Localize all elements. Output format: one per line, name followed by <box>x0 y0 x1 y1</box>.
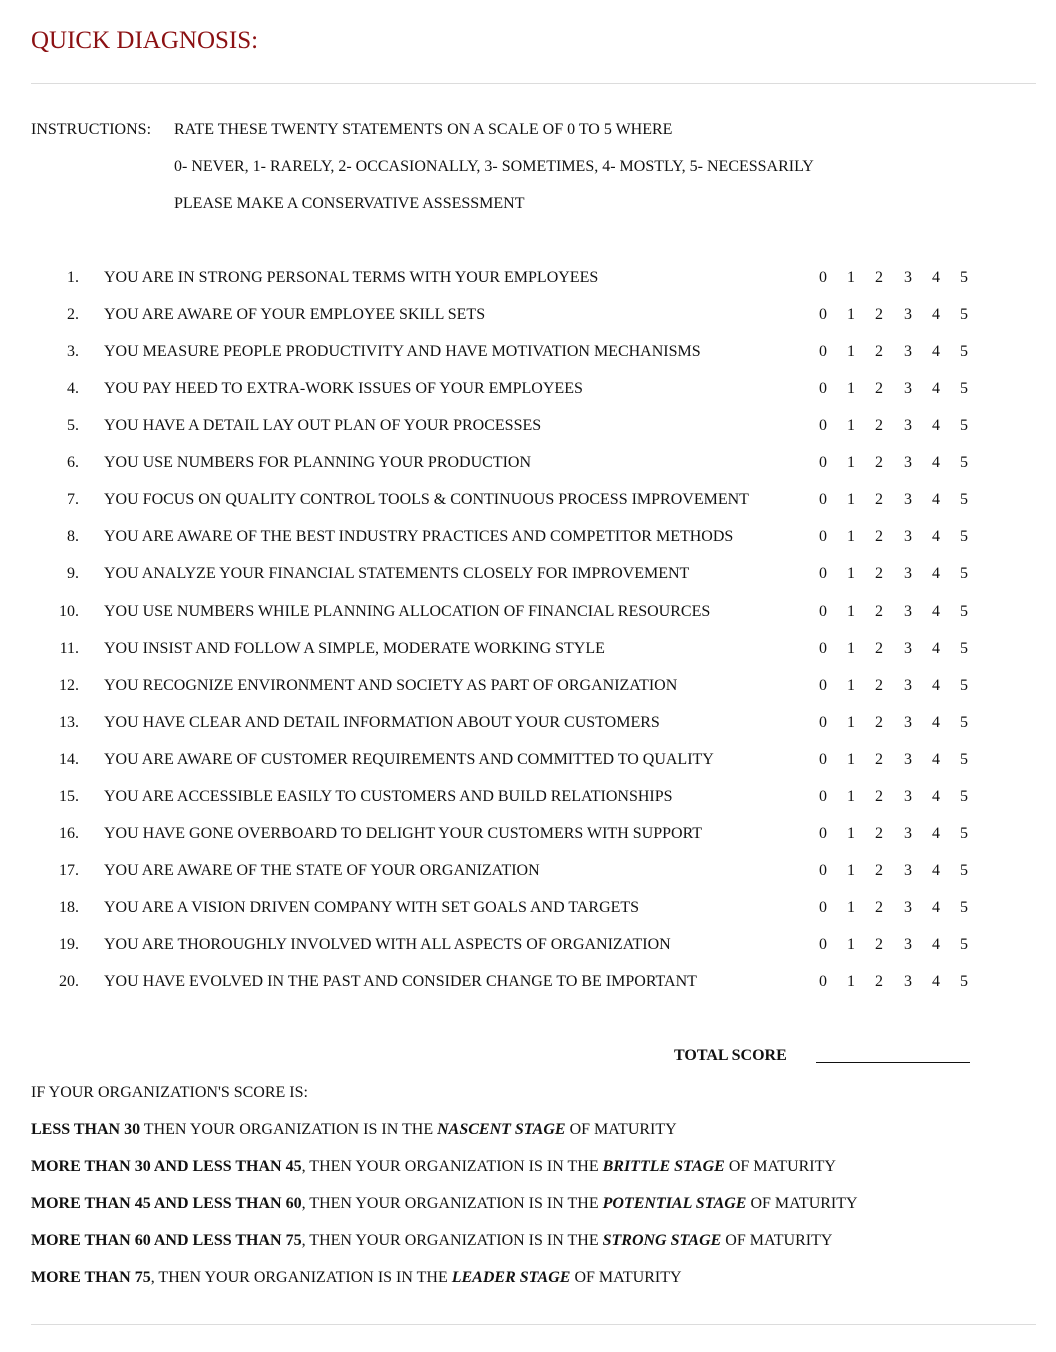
question-number: 6. <box>67 454 79 472</box>
rating-option-5[interactable]: 5 <box>960 787 968 805</box>
rating-option-5[interactable]: 5 <box>960 935 968 953</box>
scoring-rule <box>31 1121 677 1139</box>
rating-option-2[interactable]: 2 <box>875 935 883 953</box>
scoring-rule <box>31 1269 682 1287</box>
score-range: LESS THAN 30 <box>31 1121 141 1138</box>
rating-option-2[interactable]: 2 <box>875 417 883 435</box>
score-range: MORE THAN 30 AND LESS THAN 45 <box>31 1158 302 1175</box>
rating-option-2[interactable]: 2 <box>875 269 883 286</box>
bottom-divider <box>31 1324 1036 1325</box>
rating-option-2[interactable]: 2 <box>875 565 883 583</box>
rating-option-5[interactable]: 5 <box>960 750 968 768</box>
rating-option-0[interactable]: 0 <box>819 972 827 990</box>
rating-option-5[interactable]: 5 <box>960 306 968 324</box>
rating-option-3[interactable]: 3 <box>904 787 912 805</box>
question-text: YOU INSIST AND FOLLOW A SIMPLE, MODERATE WORKING STYLE <box>104 639 605 657</box>
question-row <box>31 751 1036 771</box>
question-text: YOU HAVE A DETAIL LAY OUT PLAN OF YOUR PROCESSES <box>104 417 542 435</box>
rating-option-4[interactable]: 4 <box>932 380 940 398</box>
question-text: YOU HAVE EVOLVED IN THE PAST AND CONSIDER CHANGE TO BE IMPORTANT <box>104 972 697 990</box>
page-title: QUICK DIAGNOSIS: <box>31 27 259 54</box>
rating-option-1[interactable]: 1 <box>847 417 855 435</box>
question-number: 13. <box>59 713 79 731</box>
question-text: YOU FOCUS ON QUALITY CONTROL TOOLS & CONTINUOUS PROCESS IMPROVEMENT <box>104 491 749 509</box>
rating-option-4[interactable]: 4 <box>932 417 940 435</box>
scoring-rule <box>31 1232 832 1250</box>
rating-option-2[interactable]: 2 <box>875 676 883 694</box>
question-number: 16. <box>59 824 79 842</box>
rating-option-0[interactable]: 0 <box>819 750 827 768</box>
question-number: 11. <box>59 639 79 657</box>
rating-option-2[interactable]: 2 <box>875 898 883 916</box>
rating-option-0[interactable]: 0 <box>819 417 827 435</box>
question-row <box>31 714 1036 734</box>
scoring-rule <box>31 1195 858 1213</box>
rating-option-4[interactable]: 4 <box>932 639 940 657</box>
question-row <box>31 936 1036 956</box>
rating-option-0[interactable]: 0 <box>819 861 827 879</box>
rating-option-5[interactable]: 5 <box>960 639 968 657</box>
rating-option-1[interactable]: 1 <box>847 380 855 398</box>
instructions-line-1: RATE THESE TWENTY STATEMENTS ON A SCALE OF 0 TO 5 WHERE <box>174 121 673 138</box>
rule-suffix: OF MATURITY <box>565 1121 677 1138</box>
question-number: 5. <box>67 417 79 435</box>
rating-option-1[interactable]: 1 <box>847 935 855 953</box>
question-number: 8. <box>67 528 79 546</box>
rule-connector: , THEN YOUR ORGANIZATION IS IN THE <box>301 1158 603 1175</box>
question-row <box>31 528 1036 548</box>
rating-option-2[interactable]: 2 <box>875 528 883 546</box>
rating-option-3[interactable]: 3 <box>904 713 912 731</box>
rule-connector: THEN YOUR ORGANIZATION IS IN THE <box>140 1121 438 1138</box>
rating-option-2[interactable]: 2 <box>875 861 883 879</box>
question-text: YOU ARE AWARE OF THE BEST INDUSTRY PRACTICES AND COMPETITOR METHODS <box>104 528 734 546</box>
rating-option-1[interactable]: 1 <box>847 269 855 286</box>
rating-option-5[interactable]: 5 <box>960 565 968 583</box>
question-number: 7. <box>67 491 79 509</box>
rating-option-3[interactable]: 3 <box>904 861 912 879</box>
rating-option-3[interactable]: 3 <box>904 491 912 509</box>
rating-option-0[interactable]: 0 <box>819 380 827 398</box>
question-row <box>31 899 1036 919</box>
rating-option-3[interactable]: 3 <box>904 417 912 435</box>
total-score-field[interactable] <box>816 1062 970 1063</box>
rating-option-0[interactable]: 0 <box>819 491 827 509</box>
rating-option-0[interactable]: 0 <box>819 565 827 583</box>
rating-option-4[interactable]: 4 <box>932 972 940 990</box>
rating-option-4[interactable]: 4 <box>932 565 940 583</box>
rating-option-0[interactable]: 0 <box>819 935 827 953</box>
rating-option-3[interactable]: 3 <box>904 824 912 842</box>
rating-option-5[interactable]: 5 <box>960 824 968 842</box>
rating-option-4[interactable]: 4 <box>932 269 940 286</box>
question-text: YOU ARE IN STRONG PERSONAL TERMS WITH YOUR EMPLOYEES <box>104 269 599 286</box>
rating-option-5[interactable]: 5 <box>960 528 968 546</box>
question-number: 1. <box>67 269 79 286</box>
rating-option-1[interactable]: 1 <box>847 602 855 620</box>
rating-option-3[interactable]: 3 <box>904 269 912 286</box>
question-number: 17. <box>59 861 79 879</box>
maturity-stage: POTENTIAL STAGE <box>602 1195 747 1212</box>
rule-connector: , THEN YOUR ORGANIZATION IS IN THE <box>301 1232 603 1249</box>
rating-option-4[interactable]: 4 <box>932 343 940 361</box>
total-score-label: TOTAL SCORE <box>674 1047 787 1064</box>
rating-option-5[interactable]: 5 <box>960 713 968 731</box>
question-row <box>31 380 1036 400</box>
rating-option-0[interactable]: 0 <box>819 528 827 546</box>
question-text: YOU USE NUMBERS FOR PLANNING YOUR PRODUCTION <box>104 454 531 472</box>
score-range: MORE THAN 60 AND LESS THAN 75 <box>31 1232 302 1249</box>
rating-option-0[interactable]: 0 <box>819 898 827 916</box>
rating-option-5[interactable]: 5 <box>960 491 968 509</box>
question-text: YOU ARE ACCESSIBLE EASILY TO CUSTOMERS AND BUILD RELATIONSHIPS <box>104 787 673 805</box>
maturity-stage: NASCENT STAGE <box>437 1121 566 1138</box>
question-number: 18. <box>59 898 79 916</box>
question-row <box>31 491 1036 511</box>
maturity-stage: STRONG STAGE <box>602 1232 722 1249</box>
rating-option-1[interactable]: 1 <box>847 787 855 805</box>
rating-option-2[interactable]: 2 <box>875 787 883 805</box>
rating-option-3[interactable]: 3 <box>904 343 912 361</box>
rating-option-1[interactable]: 1 <box>847 454 855 472</box>
question-text: YOU USE NUMBERS WHILE PLANNING ALLOCATION OF FINANCIAL RESOURCES <box>104 602 711 620</box>
question-number: 15. <box>59 787 79 805</box>
question-text: YOU ARE AWARE OF THE STATE OF YOUR ORGANIZATION <box>104 861 540 879</box>
rating-option-0[interactable]: 0 <box>819 824 827 842</box>
rating-option-3[interactable]: 3 <box>904 639 912 657</box>
question-text: YOU ANALYZE YOUR FINANCIAL STATEMENTS CLOSELY FOR IMPROVEMENT <box>104 565 690 583</box>
rating-option-5[interactable]: 5 <box>960 898 968 916</box>
rating-option-4[interactable]: 4 <box>932 491 940 509</box>
rating-option-4[interactable]: 4 <box>932 528 940 546</box>
rating-option-3[interactable]: 3 <box>904 380 912 398</box>
rating-option-4[interactable]: 4 <box>932 676 940 694</box>
question-number: 3. <box>67 343 79 361</box>
rating-option-2[interactable]: 2 <box>875 306 883 324</box>
rating-option-2[interactable]: 2 <box>875 454 883 472</box>
rating-option-3[interactable]: 3 <box>904 528 912 546</box>
question-text: YOU ARE THOROUGHLY INVOLVED WITH ALL ASPECTS OF ORGANIZATION <box>104 935 671 953</box>
rating-option-0[interactable]: 0 <box>819 602 827 620</box>
rating-option-5[interactable]: 5 <box>960 972 968 990</box>
rating-option-0[interactable]: 0 <box>819 676 827 694</box>
rating-option-4[interactable]: 4 <box>932 602 940 620</box>
rating-option-5[interactable]: 5 <box>960 602 968 620</box>
score-range: MORE THAN 75 <box>31 1269 151 1286</box>
question-row <box>31 677 1036 697</box>
rating-option-1[interactable]: 1 <box>847 972 855 990</box>
rating-option-1[interactable]: 1 <box>847 861 855 879</box>
question-row <box>31 603 1036 623</box>
question-number: 20. <box>59 972 79 990</box>
rating-option-5[interactable]: 5 <box>960 380 968 398</box>
instructions-line-2: 0- NEVER, 1- RARELY, 2- OCCASIONALLY, 3- SOMETIMES, 4- MOSTLY, 5- NECESSARILY <box>174 158 814 175</box>
scoring-rule <box>31 1158 836 1176</box>
question-text: YOU ARE AWARE OF CUSTOMER REQUIREMENTS AND COMMITTED TO QUALITY <box>104 750 714 768</box>
rule-suffix: OF MATURITY <box>570 1269 682 1286</box>
question-text: YOU HAVE CLEAR AND DETAIL INFORMATION ABOUT YOUR CUSTOMERS <box>104 713 660 731</box>
rating-option-3[interactable]: 3 <box>904 972 912 990</box>
rating-option-5[interactable]: 5 <box>960 861 968 879</box>
question-number: 14. <box>59 750 79 768</box>
rating-option-4[interactable]: 4 <box>932 824 940 842</box>
rating-option-1[interactable]: 1 <box>847 565 855 583</box>
maturity-stage: LEADER STAGE <box>451 1269 571 1286</box>
rating-option-3[interactable]: 3 <box>904 750 912 768</box>
question-row <box>31 565 1036 585</box>
rating-option-3[interactable]: 3 <box>904 935 912 953</box>
rating-option-3[interactable]: 3 <box>904 676 912 694</box>
rating-option-3[interactable]: 3 <box>904 602 912 620</box>
question-number: 9. <box>67 565 79 583</box>
rating-option-5[interactable]: 5 <box>960 454 968 472</box>
instructions-line-3: PLEASE MAKE A CONSERVATIVE ASSESSMENT <box>174 195 525 212</box>
rating-option-2[interactable]: 2 <box>875 343 883 361</box>
question-number: 4. <box>67 380 79 398</box>
rating-option-1[interactable]: 1 <box>847 306 855 324</box>
question-number: 10. <box>59 602 79 620</box>
rating-option-5[interactable]: 5 <box>960 343 968 361</box>
question-text: YOU PAY HEED TO EXTRA-WORK ISSUES OF YOUR EMPLOYEES <box>104 380 583 398</box>
rating-option-4[interactable]: 4 <box>932 306 940 324</box>
rating-option-4[interactable]: 4 <box>932 861 940 879</box>
rating-option-1[interactable]: 1 <box>847 713 855 731</box>
rating-option-3[interactable]: 3 <box>904 898 912 916</box>
rating-option-1[interactable]: 1 <box>847 676 855 694</box>
rating-option-4[interactable]: 4 <box>932 454 940 472</box>
rating-option-2[interactable]: 2 <box>875 602 883 620</box>
rating-option-2[interactable]: 2 <box>875 750 883 768</box>
rating-option-1[interactable]: 1 <box>847 824 855 842</box>
rating-option-2[interactable]: 2 <box>875 972 883 990</box>
rating-option-4[interactable]: 4 <box>932 713 940 731</box>
rating-option-4[interactable]: 4 <box>932 787 940 805</box>
rating-option-2[interactable]: 2 <box>875 491 883 509</box>
rating-option-2[interactable]: 2 <box>875 824 883 842</box>
rating-option-3[interactable]: 3 <box>904 306 912 324</box>
rating-option-1[interactable]: 1 <box>847 750 855 768</box>
question-text: YOU HAVE GONE OVERBOARD TO DELIGHT YOUR CUSTOMERS WITH SUPPORT <box>104 824 703 842</box>
question-text: YOU MEASURE PEOPLE PRODUCTIVITY AND HAVE MOTIVATION MECHANISMS <box>104 343 701 361</box>
maturity-stage: BRITTLE STAGE <box>602 1158 725 1175</box>
rating-option-0[interactable]: 0 <box>819 713 827 731</box>
question-number: 2. <box>67 306 79 324</box>
rating-option-1[interactable]: 1 <box>847 343 855 361</box>
rating-option-0[interactable]: 0 <box>819 306 827 324</box>
rating-option-3[interactable]: 3 <box>904 565 912 583</box>
rating-option-2[interactable]: 2 <box>875 639 883 657</box>
rating-option-5[interactable]: 5 <box>960 417 968 435</box>
rating-option-1[interactable]: 1 <box>847 639 855 657</box>
rating-option-3[interactable]: 3 <box>904 454 912 472</box>
rule-connector: , THEN YOUR ORGANIZATION IS IN THE <box>301 1195 603 1212</box>
question-row <box>31 825 1036 845</box>
question-row <box>31 306 1036 326</box>
question-row <box>31 973 1036 993</box>
rating-option-1[interactable]: 1 <box>847 898 855 916</box>
rating-option-0[interactable]: 0 <box>819 639 827 657</box>
rating-option-0[interactable]: 0 <box>819 269 827 286</box>
question-row <box>31 640 1036 660</box>
question-row <box>31 862 1036 882</box>
rating-option-2[interactable]: 2 <box>875 713 883 731</box>
instructions-label: INSTRUCTIONS: <box>31 121 152 138</box>
rule-suffix: OF MATURITY <box>724 1158 836 1175</box>
rating-option-5[interactable]: 5 <box>960 269 968 286</box>
rule-connector: , THEN YOUR ORGANIZATION IS IN THE <box>150 1269 452 1286</box>
rating-option-1[interactable]: 1 <box>847 491 855 509</box>
rating-option-0[interactable]: 0 <box>819 787 827 805</box>
question-number: 12. <box>59 676 79 694</box>
rule-suffix: OF MATURITY <box>746 1195 858 1212</box>
question-row <box>31 454 1036 474</box>
question-row <box>31 417 1036 437</box>
scoring-intro: IF YOUR ORGANIZATION'S SCORE IS: <box>31 1084 308 1101</box>
question-text: YOU ARE AWARE OF YOUR EMPLOYEE SKILL SETS <box>104 306 486 324</box>
question-row <box>31 788 1036 808</box>
rating-option-4[interactable]: 4 <box>932 750 940 768</box>
score-range: MORE THAN 45 AND LESS THAN 60 <box>31 1195 302 1212</box>
rating-option-2[interactable]: 2 <box>875 380 883 398</box>
rating-option-0[interactable]: 0 <box>819 343 827 361</box>
question-number: 19. <box>59 935 79 953</box>
rule-suffix: OF MATURITY <box>721 1232 833 1249</box>
question-row <box>31 269 1036 289</box>
top-divider <box>31 83 1036 84</box>
rating-option-4[interactable]: 4 <box>932 898 940 916</box>
rating-option-0[interactable]: 0 <box>819 454 827 472</box>
question-text: YOU ARE A VISION DRIVEN COMPANY WITH SET GOALS AND TARGETS <box>104 898 640 916</box>
rating-option-4[interactable]: 4 <box>932 935 940 953</box>
question-text: YOU RECOGNIZE ENVIRONMENT AND SOCIETY AS PART OF ORGANIZATION <box>104 676 678 694</box>
rating-option-1[interactable]: 1 <box>847 528 855 546</box>
question-row <box>31 343 1036 363</box>
rating-option-5[interactable]: 5 <box>960 676 968 694</box>
